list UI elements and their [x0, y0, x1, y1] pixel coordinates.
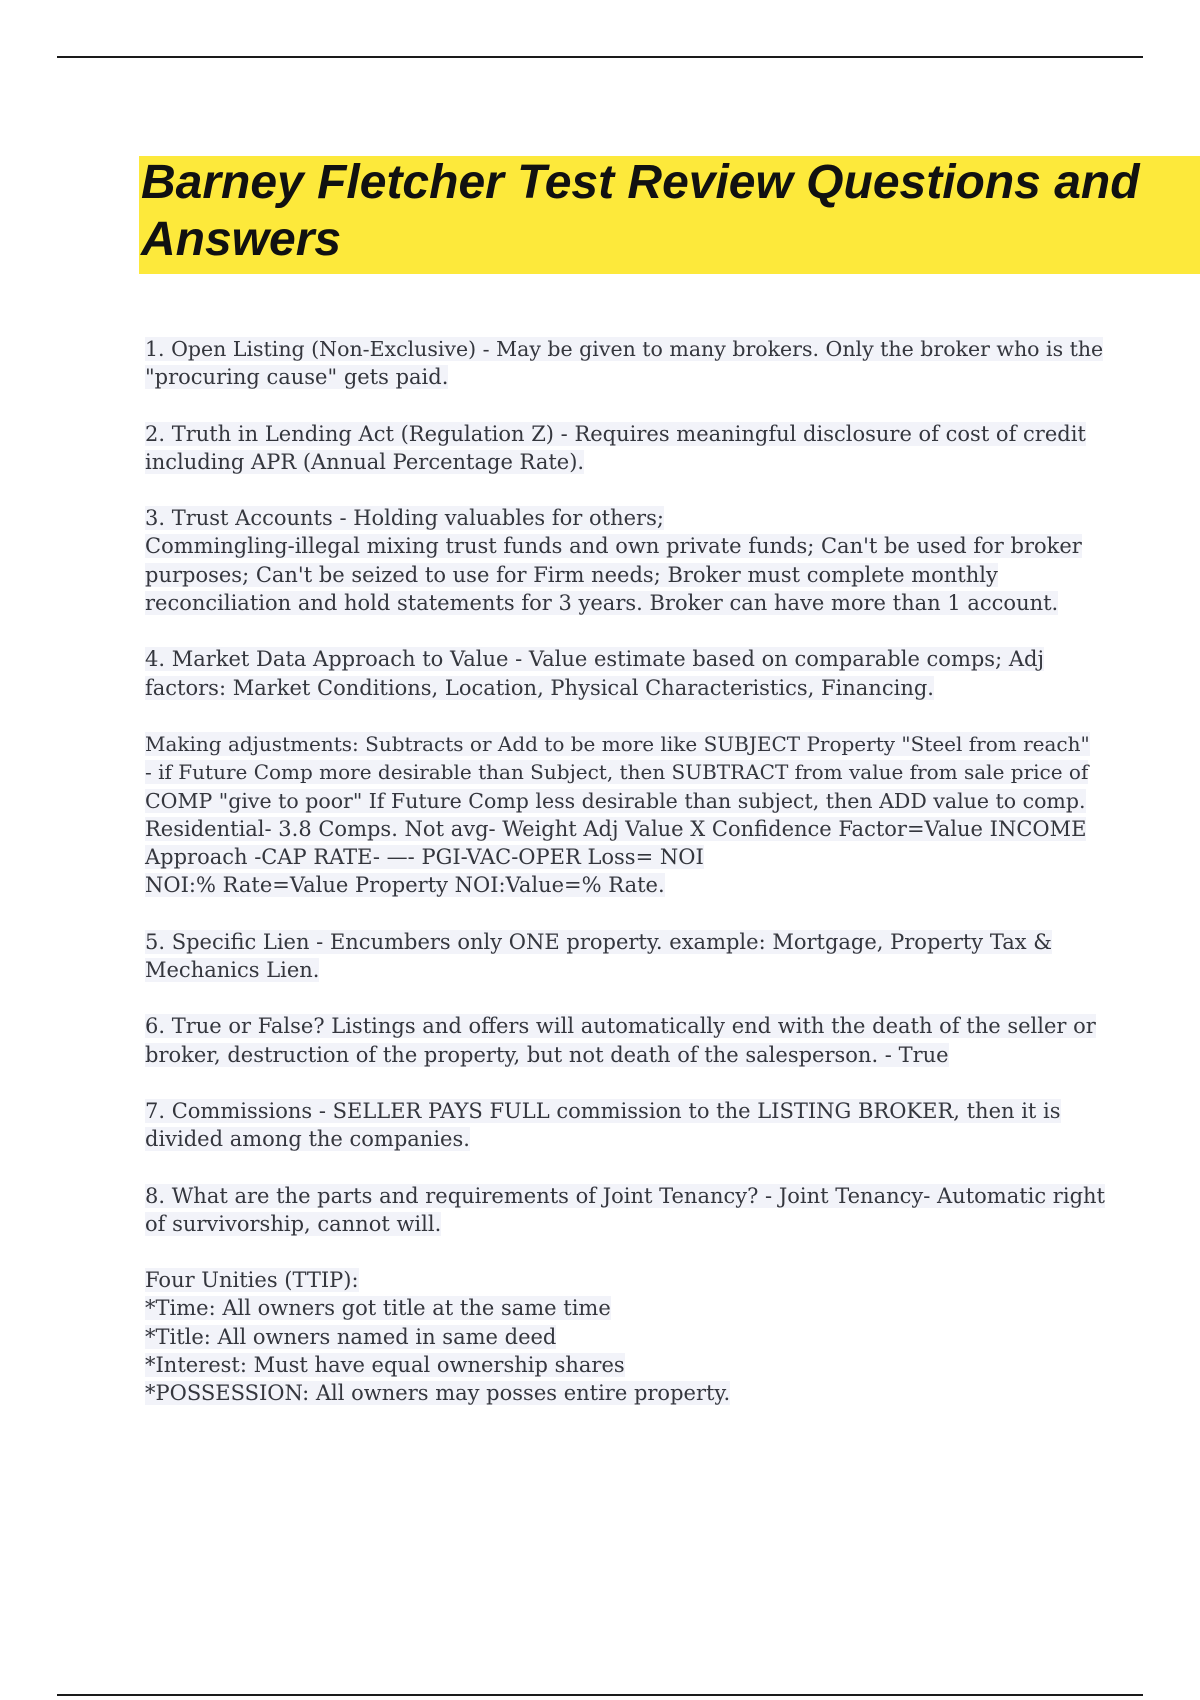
text-line: *Interest: Must have equal ownership shares	[145, 1353, 625, 1378]
text-line: 1. Open Listing (Non-Exclusive) - May be given to many brokers. Only the broker who is the	[145, 337, 1104, 361]
text-line: factors: Market Conditions, Location, Physical Characteristics, Financing.	[145, 675, 934, 700]
paragraph-5	[145, 730, 1105, 900]
text-line: 2. Truth in Lending Act (Regulation Z) - Requires meaningful disclosure of cost of credit	[145, 421, 1086, 446]
text-line: broker, destruction of the property, but not death of the salesperson. - True	[145, 1042, 949, 1067]
paragraph-6	[145, 928, 1105, 985]
document-title	[141, 154, 1191, 268]
paragraph-4	[145, 645, 1105, 702]
text-line: Making adjustments: Subtracts or Add to be more like SUBJECT Property "Steel from reach"	[145, 731, 1090, 756]
text-line: including APR (Annual Percentage Rate).	[145, 449, 585, 474]
paragraph-10	[145, 1266, 1105, 1407]
text-line: 6. True or False? Listings and offers will automatically end with the death of the seller or	[145, 1014, 1096, 1039]
text-line: purposes; Can't be seized to use for Firm needs; Broker must complete monthly	[145, 562, 998, 587]
title-line-2: Answers	[141, 213, 342, 266]
paragraph-1	[145, 335, 1105, 392]
text-line: 8. What are the parts and requirements of Joint Tenancy? - Joint Tenancy- Automatic right	[145, 1183, 1105, 1208]
text-line: "procuring cause" gets paid.	[145, 365, 449, 390]
text-line: *Time: All owners got title at the same time	[145, 1296, 611, 1321]
paragraph-3	[145, 504, 1105, 617]
text-line: Mechanics Lien.	[145, 958, 320, 983]
top-rule	[57, 56, 1143, 58]
text-line: Four Unities (TTIP):	[145, 1268, 359, 1293]
text-line: divided among the companies.	[145, 1127, 470, 1152]
paragraph-8	[145, 1097, 1105, 1154]
text-line: Residential- 3.8 Comps. Not avg- Weight Adj Value X Confidence Factor=Value INCOME	[145, 816, 1087, 841]
text-line: - if Future Comp more desirable than Subject, then SUBTRACT from value from sale price of	[145, 760, 1089, 785]
text-line: of survivorship, cannot will.	[145, 1211, 442, 1236]
text-line: 7. Commissions - SELLER PAYS FULL commission to the LISTING BROKER, then it is	[145, 1098, 1061, 1123]
text-line: Approach -CAP RATE- —- PGI-VAC-OPER Loss= NOI	[145, 845, 704, 870]
text-line: 4. Market Data Approach to Value - Value estimate based on comparable comps; Adj	[145, 647, 1044, 672]
text-line: NOI:% Rate=Value Property NOI:Value=% Rate.	[145, 873, 665, 898]
text-line: Commingling-illegal mixing trust funds and own private funds; Can't be used for broker	[145, 534, 1082, 559]
text-line: *POSSESSION: All owners may posses entire property.	[145, 1381, 731, 1406]
document-body	[145, 335, 1105, 1436]
text-line: COMP "give to poor" If Future Comp less desirable than subject, then ADD value to comp.	[145, 788, 1086, 813]
text-line: reconciliation and hold statements for 3 years. Broker can have more than 1 account.	[145, 591, 1059, 616]
paragraph-9	[145, 1182, 1105, 1239]
bottom-rule	[57, 1694, 1143, 1696]
text-line: 5. Specific Lien - Encumbers only ONE property. example: Mortgage, Property Tax &	[145, 929, 1052, 954]
text-line: 3. Trust Accounts - Holding valuables for others;	[145, 506, 664, 531]
paragraph-7	[145, 1012, 1105, 1069]
paragraph-2	[145, 420, 1105, 477]
text-line: *Title: All owners named in same deed	[145, 1324, 557, 1349]
title-line-1: Barney Fletcher Test Review Questions and	[141, 156, 1140, 209]
